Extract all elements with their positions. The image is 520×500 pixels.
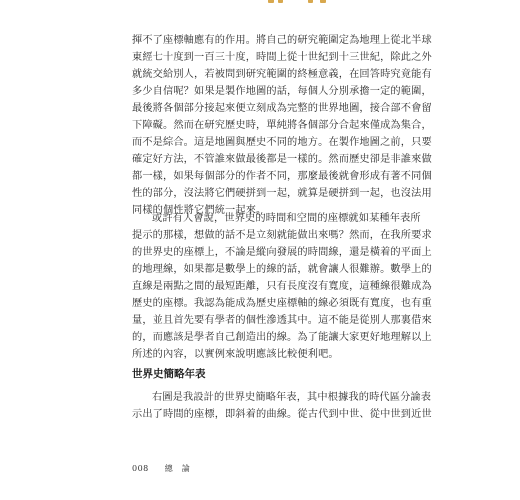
paragraph-line: 性的部分，沒法將它們硬拼到一起，就算是硬拼到一起，也沒法用 [132,188,432,199]
paragraph-line: 示出了時間的座標，即斜着的曲線。從古代到中世、從中世到近世 [132,409,432,420]
paragraph-line: 都一樣，如果每個部分的作者不同，那麼最後就會形成有著不同個 [132,171,432,182]
paragraph-line: 右圖是我設計的世界史簡略年表，其中根據我的時代區分論表 [152,392,432,403]
paragraph-2 [132,210,432,363]
page-footer [132,463,190,474]
paragraph-3 [132,389,432,423]
paragraph-line: 或許有人會說，世界史的時間和空間的座標就如某種年表所 [152,213,421,224]
paragraph-line: 量，並且首先要有學者的個性滲透其中。這不能是從別人那裏借來 [132,315,432,326]
paragraph-line: 多少自信呢？如果是製作地圖的話，每個人分別承擔一定的範圍， [132,86,432,97]
paragraph-line: 而不是綜合。這是地圖與歷史不同的地方。在製作地圖之前，只要 [132,137,432,148]
paragraph-line: 同樣的個性將它們統一起來。 [132,205,267,216]
paragraph-line: 確定好方法，不管誰來做最後都是一樣的。然而歷史卻是非誰來做 [132,154,432,165]
page-number: 008 [132,464,149,473]
paragraph-line: 歷史的座標。我認為能成為歷史座標軸的線必須既有寬度，也有重 [132,298,432,309]
section-heading: 世界史簡略年表 [132,368,206,380]
paragraph-line: 的地理線，如果都是數學上的線的話，就會讓人很難辦。數學上的 [132,264,432,275]
paragraph-line: 提示的那樣，想做的話不是立刻就能做出來嗎？然而，在我所要求 [132,230,432,241]
paragraph-line: 直線是兩點之間的最短距離，只有長度沒有寬度，這種線很難成為 [132,281,432,292]
paragraph-line: 的世界史的座標上，不論是縱向發展的時間線，還是橫着的平面上 [132,247,432,258]
paragraph-line: 的，而應該是學者自己創造出的線。為了能讓大家更好地理解以上 [132,332,432,343]
paragraph-line: 揮不了座標軸應有的作用。將自己的研究範圍定為地理上從北半球 [132,35,432,46]
paragraph-line: 就統交給別人，若被問到研究範圍的終極意義，在回答時究竟能有 [132,69,432,80]
paragraph-line: 東經七十度到一百三十度，時間上從十世紀到十三世紀，除此之外 [132,52,432,63]
paragraph-line: 最後將各個部分接起來便立刻成為完整的世界地圖，接合部不會留 [132,103,432,114]
paragraph-line: 下障礙。然而在研究歷史時，單純將各個部分合起來僅成為集合， [132,120,432,131]
top-decoration [268,0,332,4]
paragraph-line: 所述的內容，以實例來說明應該比較便利吧。 [132,349,339,360]
running-title: 總 論 [164,464,191,473]
